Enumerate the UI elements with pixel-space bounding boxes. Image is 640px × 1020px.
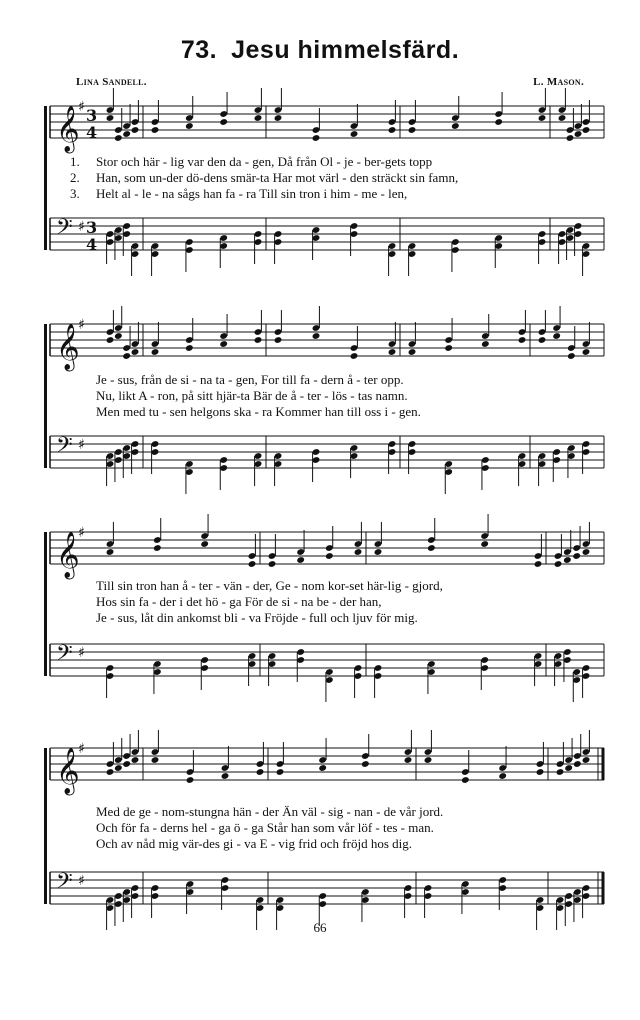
lyric-text: Helt al - le - na sågs han fa - ra Till sin tron i him - me - len, (96, 186, 408, 201)
note-head (427, 544, 436, 552)
lyric-text: Je - sus, låt din ankomst bli - va Fröjde - full och ljuv för mig. (96, 610, 418, 625)
note-head (558, 114, 567, 122)
note-head (106, 336, 115, 344)
note-head (248, 560, 257, 568)
lyrics-block (70, 804, 610, 852)
treble-staff (48, 522, 610, 580)
note-head (494, 118, 503, 126)
hymn-number: 73. (180, 36, 218, 64)
sharp-key-signature-icon: ♯ (78, 219, 85, 235)
note-head (114, 764, 123, 772)
note-head (534, 560, 543, 568)
note-head (408, 348, 417, 356)
note-head (388, 126, 397, 134)
note-head (564, 764, 573, 772)
hymn-title-heading (0, 36, 640, 65)
note-head (481, 340, 490, 348)
lyric-line (70, 578, 610, 594)
note-head (256, 768, 265, 776)
lyric-text: Och av nåd mig vär-des gi - va E - vig frid och fröjd hos dig. (96, 836, 412, 851)
lyric-line (70, 610, 610, 626)
sharp-key-signature-icon: ♯ (78, 873, 85, 889)
note-head (573, 760, 582, 768)
treble-staff (48, 96, 610, 154)
lyric-line (70, 820, 610, 836)
lyric-text: Till sin tron han å - ter - vän - der, Ge - nom kor-set här-lig - gjord, (96, 578, 443, 593)
treble-clef-icon: 𝄞 (56, 532, 80, 578)
sharp-key-signature-icon: ♯ (78, 99, 85, 115)
lyrics-block (70, 578, 610, 626)
note-head (350, 130, 359, 138)
sharp-key-signature-icon: ♯ (78, 741, 85, 757)
note-head (461, 776, 470, 784)
lyric-text: Och för fa - derns hel - ga ö - ga Står han som vår löf - tes - man. (96, 820, 434, 835)
bass-clef-icon: 𝄢 (56, 641, 73, 671)
note-head (186, 776, 195, 784)
note-head (106, 548, 115, 556)
system-bracket (44, 106, 47, 250)
note-head (552, 332, 561, 340)
note-head (268, 560, 277, 568)
verse-number: 1. (70, 154, 80, 169)
note-head (554, 560, 563, 568)
note-head (574, 130, 583, 138)
treble-staff (48, 738, 610, 796)
system-bracket (44, 748, 47, 904)
treble-staff (48, 314, 610, 372)
lyric-line (70, 372, 610, 388)
note-head (219, 118, 228, 126)
note-head (566, 134, 575, 142)
note-head (153, 544, 162, 552)
note-head (131, 348, 140, 356)
note-head (312, 134, 321, 142)
note-head (122, 130, 131, 138)
note-head (567, 352, 576, 360)
time-signature-bottom: 4 (86, 123, 98, 142)
note-head (151, 756, 160, 764)
note-head (556, 768, 565, 776)
lyric-text: Nu, likt A - ron, på sitt hjär-ta Bär de å - ter - lös - tas namn. (96, 388, 408, 403)
hymn-title: Jesu himmelsfärd. (231, 36, 460, 64)
note-head (408, 126, 417, 134)
treble-clef-icon: 𝄞 (56, 324, 80, 370)
system-bracket (44, 324, 47, 468)
note-head (444, 344, 453, 352)
lyricist-credit: Lina Sandell. (76, 76, 147, 88)
note-head (254, 336, 263, 344)
note-head (350, 352, 359, 360)
bass-staff (48, 634, 610, 692)
note-head (219, 340, 228, 348)
lyric-text: Je - sus, från de si - na ta - gen, For till fa - dern å - ter opp. (96, 372, 404, 387)
note-head (361, 760, 370, 768)
lyric-text: Men med tu - sen helgons ska - ra Kommer han till oss i - gen. (96, 404, 421, 419)
note-head (538, 114, 547, 122)
lyrics-block (70, 372, 610, 420)
note-head (538, 336, 547, 344)
bass-staff (48, 862, 610, 920)
sharp-key-signature-icon: ♯ (78, 437, 85, 453)
note-head (106, 114, 115, 122)
lyric-text: Stor och här - lig var den da - gen, Då från Ol - je - ber-gets topp (96, 154, 433, 169)
bass-clef-icon: 𝄢 (56, 215, 73, 245)
note-head (582, 548, 591, 556)
note-head (122, 760, 131, 768)
lyric-line (70, 170, 610, 186)
note-head (498, 772, 507, 780)
lyric-text: Hos sin fa - der i det hö - ga För de si - na be - der han, (96, 594, 382, 609)
note-head (318, 764, 327, 772)
note-head (200, 540, 209, 548)
note-head (114, 332, 123, 340)
treble-clef-icon: 𝄞 (56, 106, 80, 152)
lyrics-block (70, 154, 610, 202)
note-head (296, 556, 305, 564)
composer-credit: L. Mason. (533, 76, 584, 88)
note-head (582, 126, 591, 134)
note-head (274, 336, 283, 344)
note-head (185, 344, 194, 352)
lyric-line (70, 154, 610, 170)
note-head (388, 348, 397, 356)
note-head (480, 540, 489, 548)
treble-clef-icon: 𝄞 (56, 748, 80, 794)
bass-clef-icon: 𝄢 (56, 433, 73, 463)
lyric-line (70, 186, 610, 202)
note-head (276, 768, 285, 776)
note-head (106, 768, 115, 776)
lyric-text: Med de ge - nom-stungna hän - der Än väl - sig - nan - de vår jord. (96, 804, 444, 819)
note-head (536, 768, 545, 776)
note-head (374, 548, 383, 556)
note-head (114, 134, 123, 142)
note-head (151, 348, 160, 356)
note-head (582, 348, 591, 356)
sharp-key-signature-icon: ♯ (78, 525, 85, 541)
note-head (563, 556, 572, 564)
sharp-key-signature-icon: ♯ (78, 317, 85, 333)
note-head (518, 336, 527, 344)
note-head (131, 756, 140, 764)
lyric-line (70, 388, 610, 404)
note-head (572, 552, 581, 560)
note-head (582, 756, 591, 764)
note-head (254, 114, 263, 122)
lyric-line (70, 594, 610, 610)
note-head (354, 548, 363, 556)
system-bracket (44, 532, 47, 676)
time-signature-bottom: 4 (86, 235, 98, 254)
time-signature-top: 3 (86, 106, 98, 125)
note-head (221, 772, 230, 780)
note-head (404, 756, 413, 764)
lyric-text: Han, som un-der dö-dens smär-ta Har mot värl - den sträckt sin famn, (96, 170, 459, 185)
bass-staff (48, 208, 610, 266)
lyric-line (70, 404, 610, 420)
verse-number: 2. (70, 170, 80, 185)
note-head (424, 756, 433, 764)
bass-staff (48, 426, 610, 484)
note-head (122, 352, 131, 360)
time-signature-top: 3 (86, 218, 98, 237)
bass-clef-icon: 𝄢 (56, 869, 73, 899)
note-head (451, 122, 460, 130)
note-head (131, 126, 140, 134)
verse-number: 3. (70, 186, 80, 201)
lyric-line (70, 836, 610, 852)
sharp-key-signature-icon: ♯ (78, 645, 85, 661)
note-head (185, 122, 194, 130)
note-head (151, 126, 160, 134)
note-head (312, 332, 321, 340)
note-head (274, 114, 283, 122)
page-number: 66 (313, 920, 327, 935)
note-head (325, 552, 334, 560)
lyric-line (70, 804, 610, 820)
